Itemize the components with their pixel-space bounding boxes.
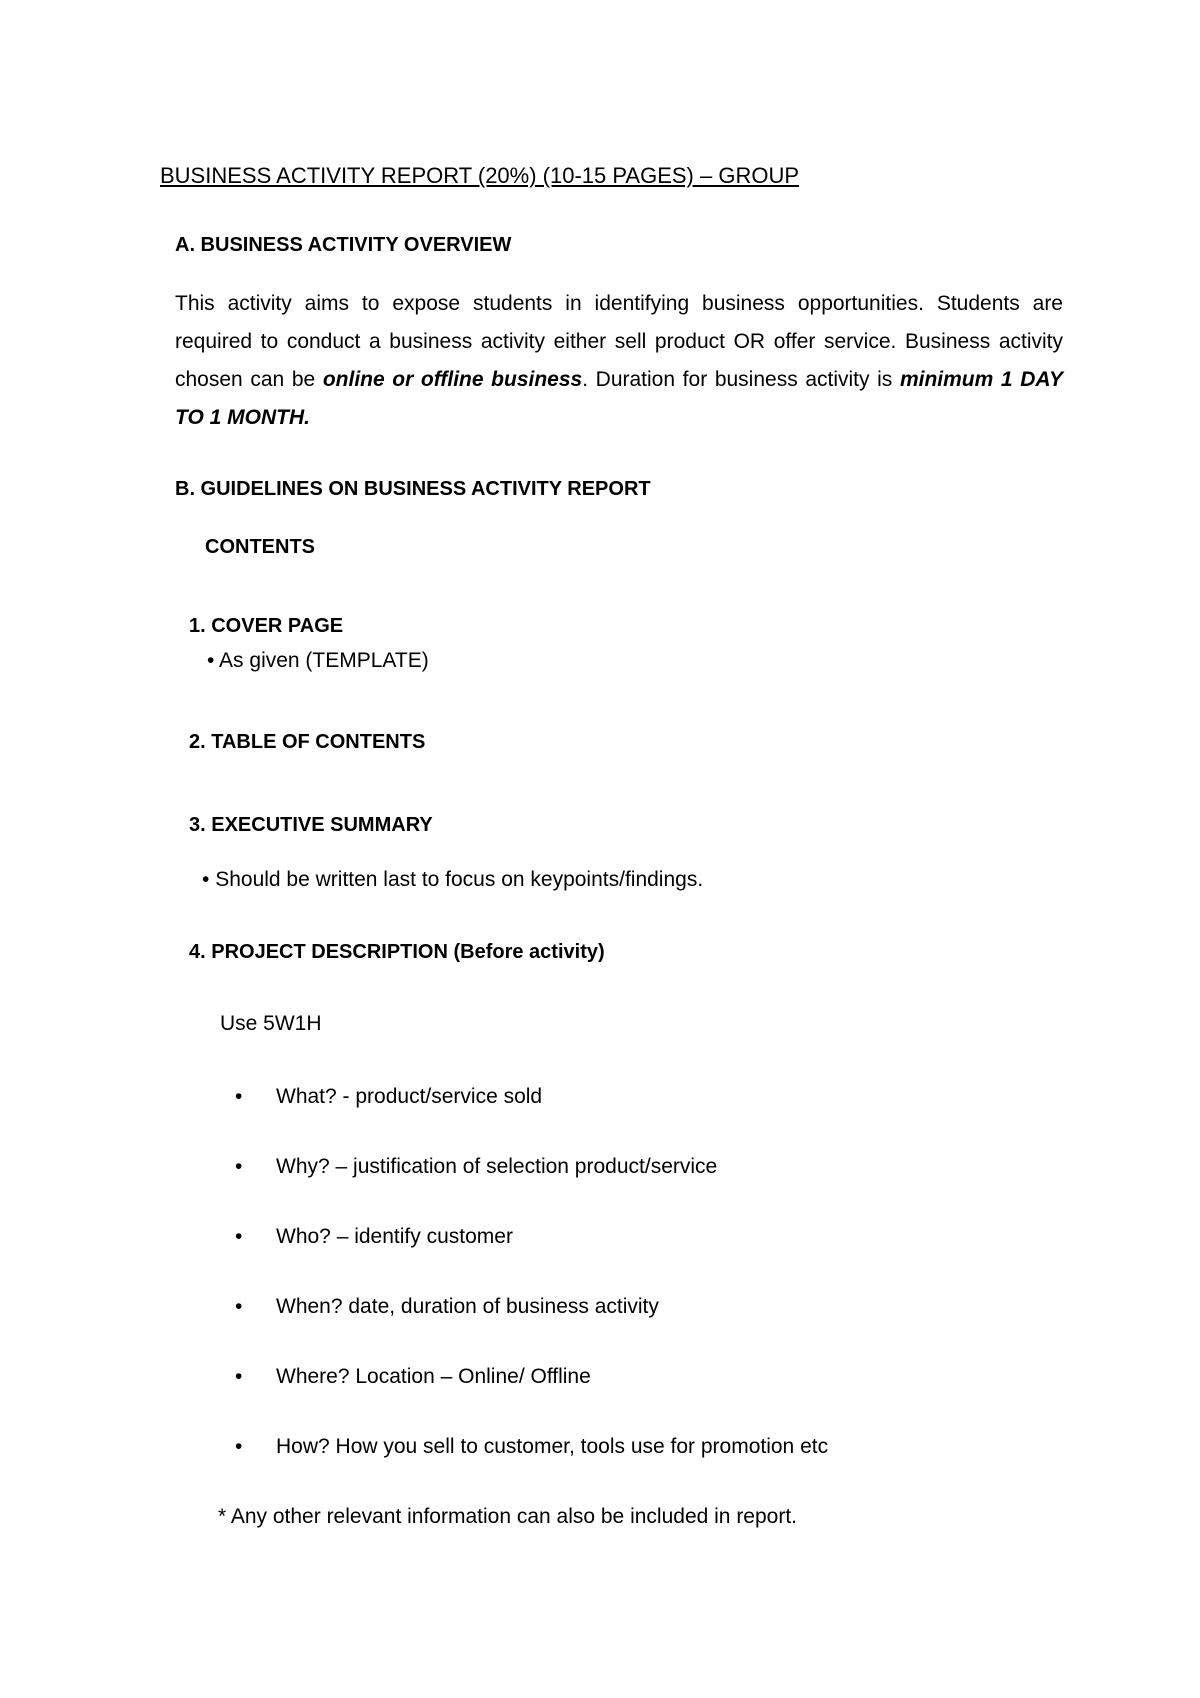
bullet-icon: • xyxy=(235,1365,243,1388)
toc-heading: 2. TABLE OF CONTENTS xyxy=(189,731,426,753)
list-item xyxy=(235,1224,513,1250)
list-item xyxy=(235,1434,829,1460)
cover-page-bullet-text: As given (TEMPLATE) xyxy=(219,649,429,672)
cover-page-heading: 1. COVER PAGE xyxy=(189,615,344,637)
section-b-heading: B. GUIDELINES ON BUSINESS ACTIVITY REPORT xyxy=(175,478,651,500)
list-item-text: How? How you sell to customer, tools use for promotion etc xyxy=(276,1435,829,1458)
bullet-icon: • xyxy=(235,1435,243,1458)
list-item xyxy=(235,1084,543,1110)
list-item xyxy=(235,1154,718,1180)
contents-label: CONTENTS xyxy=(205,536,315,558)
list-item xyxy=(235,1364,591,1390)
bullet-icon: • xyxy=(235,1295,243,1318)
project-description-heading: 4. PROJECT DESCRIPTION (Before activity) xyxy=(189,941,605,963)
page-title: BUSINESS ACTIVITY REPORT (20%) (10-15 PAGES) – GROUP xyxy=(160,163,800,188)
list-item-text: Why? – justification of selection product/service xyxy=(276,1155,718,1178)
bullet-icon: • xyxy=(202,868,210,891)
bullet-icon: • xyxy=(207,649,215,672)
list-item-text: What? - product/service sold xyxy=(276,1085,543,1108)
list-item-text: Who? – identify customer xyxy=(276,1225,513,1248)
section-a-heading: A. BUSINESS ACTIVITY OVERVIEW xyxy=(175,234,512,256)
project-intro: Use 5W1H xyxy=(220,1012,322,1035)
executive-summary-bullet-text: Should be written last to focus on keypoints/findings. xyxy=(215,868,704,891)
overview-text-2: . Duration for business activity is xyxy=(582,368,900,391)
executive-summary-bullet xyxy=(202,867,703,893)
bullet-icon: • xyxy=(235,1155,243,1178)
list-item-text: When? date, duration of business activity xyxy=(276,1295,659,1318)
overview-text-1: This activity aims to expose students in identifying business opportunities. Students are required to conduct a business activity either sell product OR offer service. Business activity chosen can be xyxy=(175,292,1063,391)
bullet-icon: • xyxy=(235,1225,243,1248)
overview-emphasis-1: online or offline business xyxy=(322,368,583,391)
list-item-text: Where? Location – Online/ Offline xyxy=(276,1365,591,1388)
additional-info-note: * Any other relevant information can also be included in report. xyxy=(218,1505,798,1528)
overview-paragraph xyxy=(175,285,1063,437)
bullet-icon: • xyxy=(235,1085,243,1108)
cover-page-bullet xyxy=(207,648,429,674)
list-item xyxy=(235,1294,659,1320)
executive-summary-heading: 3. EXECUTIVE SUMMARY xyxy=(189,814,433,836)
overview-emphasis-2: minimum 1 DAY TO 1 MONTH. xyxy=(175,368,1063,429)
